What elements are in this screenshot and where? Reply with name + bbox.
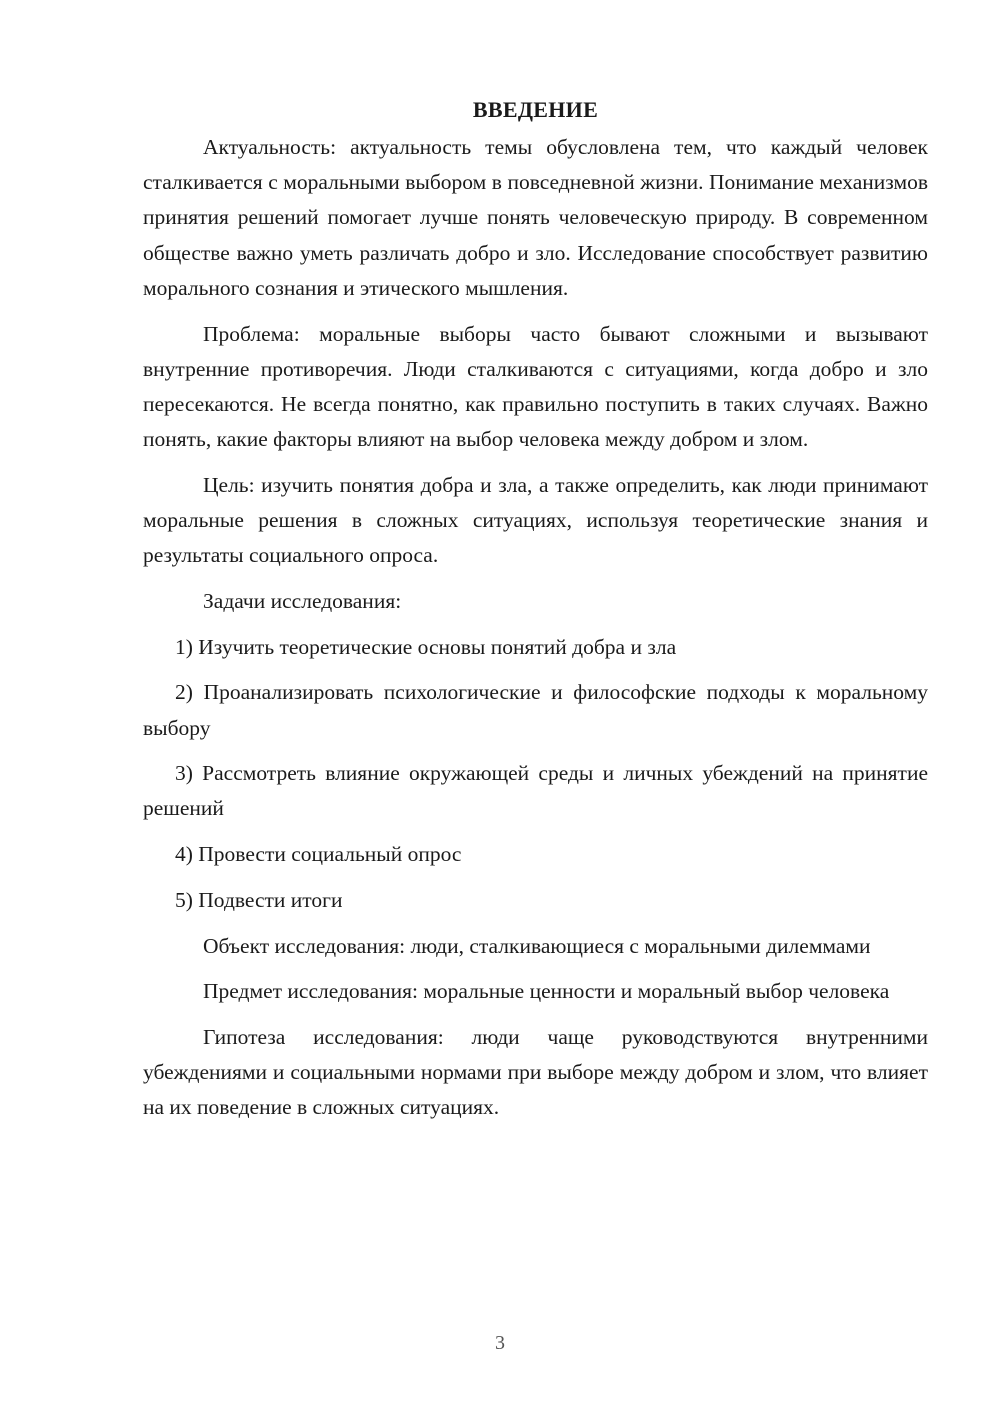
paragraph-goal: Цель: изучить понятия добра и зла, а также определить, как люди принимают моральные решения в сложных ситуациях, используя теоретические знания и результаты социального опроса.	[143, 472, 928, 568]
paragraph-hypothesis: Гипотеза исследования: люди чаще руководствуются внутренними убеждениями и социальными нормами при выборе между добром и злом, что влияет на их поведение в сложных ситуациях.	[143, 1024, 928, 1120]
section-title: ВВЕДЕНИЕ	[472, 97, 599, 122]
tasks-heading: Задачи исследования:	[203, 588, 402, 613]
page-number: 3	[495, 1332, 505, 1354]
list-item: 5) Подвести итоги	[175, 887, 343, 912]
tasks-list	[143, 630, 928, 918]
paragraph-relevance: Актуальность: актуальность темы обусловлена тем, что каждый человек сталкивается с моральными выбором в повседневной жизни. Понимание механизмов принятия решений помогает лучше понять человеческую природу. В современном обществе важно уметь различать добро и зло. Исследование способствует развитию морального сознания и этического мышления.	[143, 135, 928, 300]
list-item: 4) Провести социальный опрос	[175, 842, 462, 867]
paragraph-object: Объект исследования: люди, сталкивающиеся с моральными дилеммами	[203, 933, 871, 958]
list-item: 3) Рассмотреть влияние окружающей среды и личных убеждений на принятие решений	[143, 761, 928, 821]
paragraph-problem: Проблема: моральные выборы часто бывают сложными и вызывают внутренние противоречия. Люди сталкиваются с ситуациями, когда добро и зло пересекаются. Не всегда понятно, как правильно поступить в таких случаях. Важно понять, какие факторы влияют на выбор человека между добром и злом.	[143, 321, 928, 452]
paragraph-subject: Предмет исследования: моральные ценности и моральный выбор человека	[203, 979, 890, 1004]
list-item: 2) Проанализировать психологические и философские подходы к моральному выбору	[143, 680, 928, 740]
document-page	[143, 92, 928, 1136]
list-item: 1) Изучить теоретические основы понятий добра и зла	[175, 634, 677, 659]
